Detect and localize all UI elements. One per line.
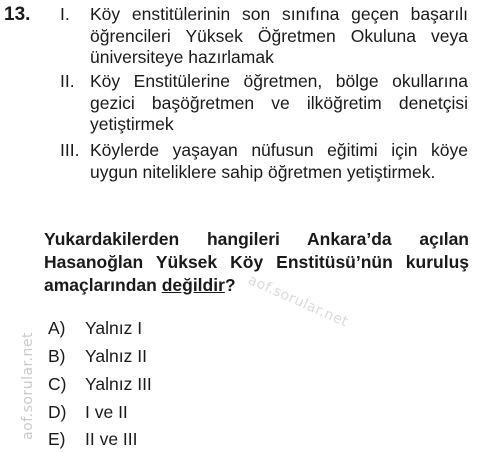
stem-text: Yukardakilerden hangileri Ankara’da açılan Hasanoğlan Yüksek Köy Enstitüsü’nün kuruluş amaçlarından xyxy=(44,229,469,295)
option-d-letter: D) xyxy=(48,402,67,422)
option-b-letter: B) xyxy=(48,346,66,366)
option-a-text: Yalnız I xyxy=(85,318,143,338)
option-d[interactable] xyxy=(48,402,128,423)
question-number: 13. xyxy=(4,4,31,25)
premise-1-text: Köy enstitülerinin son sınıfına geçen başarılı öğrencileri Yüksek Öğretmen Okuluna veya üniversiteye hazırlamak xyxy=(90,4,468,67)
premise-2-text: Köy Enstitülerine öğretmen, bölge okullarına gezici başöğretmen ve ilköğretim denetçisi yetiştirmek xyxy=(90,71,468,134)
stem-emphasis: değildir xyxy=(161,275,225,295)
option-e[interactable] xyxy=(48,429,138,450)
premise-2 xyxy=(60,71,468,136)
premise-1 xyxy=(60,4,468,69)
premise-3-text: Köylerde yaşayan nüfusun eğitimi için köye uygun niteliklere sahip öğretmen yetiştirmek. xyxy=(90,140,468,182)
premise-1-numeral: I. xyxy=(60,4,70,24)
option-b-text: Yalnız II xyxy=(85,346,147,366)
option-a[interactable] xyxy=(48,318,142,339)
option-c-letter: C) xyxy=(48,374,67,394)
option-c-text: Yalnız III xyxy=(85,374,152,394)
premise-3 xyxy=(60,140,468,183)
premise-2-numeral: II. xyxy=(60,71,75,91)
diagonal-watermark: aof.sorular.net xyxy=(245,272,351,331)
option-b[interactable] xyxy=(48,346,147,367)
option-d-text: I ve II xyxy=(85,402,128,422)
stem-end: ? xyxy=(224,275,236,295)
option-e-letter: E) xyxy=(48,429,66,449)
option-c[interactable] xyxy=(48,374,152,395)
option-e-text: II ve III xyxy=(85,429,138,449)
premise-3-numeral: III. xyxy=(60,140,80,160)
option-a-letter: A) xyxy=(48,318,66,338)
side-watermark: aof.sorular.net xyxy=(19,332,36,440)
